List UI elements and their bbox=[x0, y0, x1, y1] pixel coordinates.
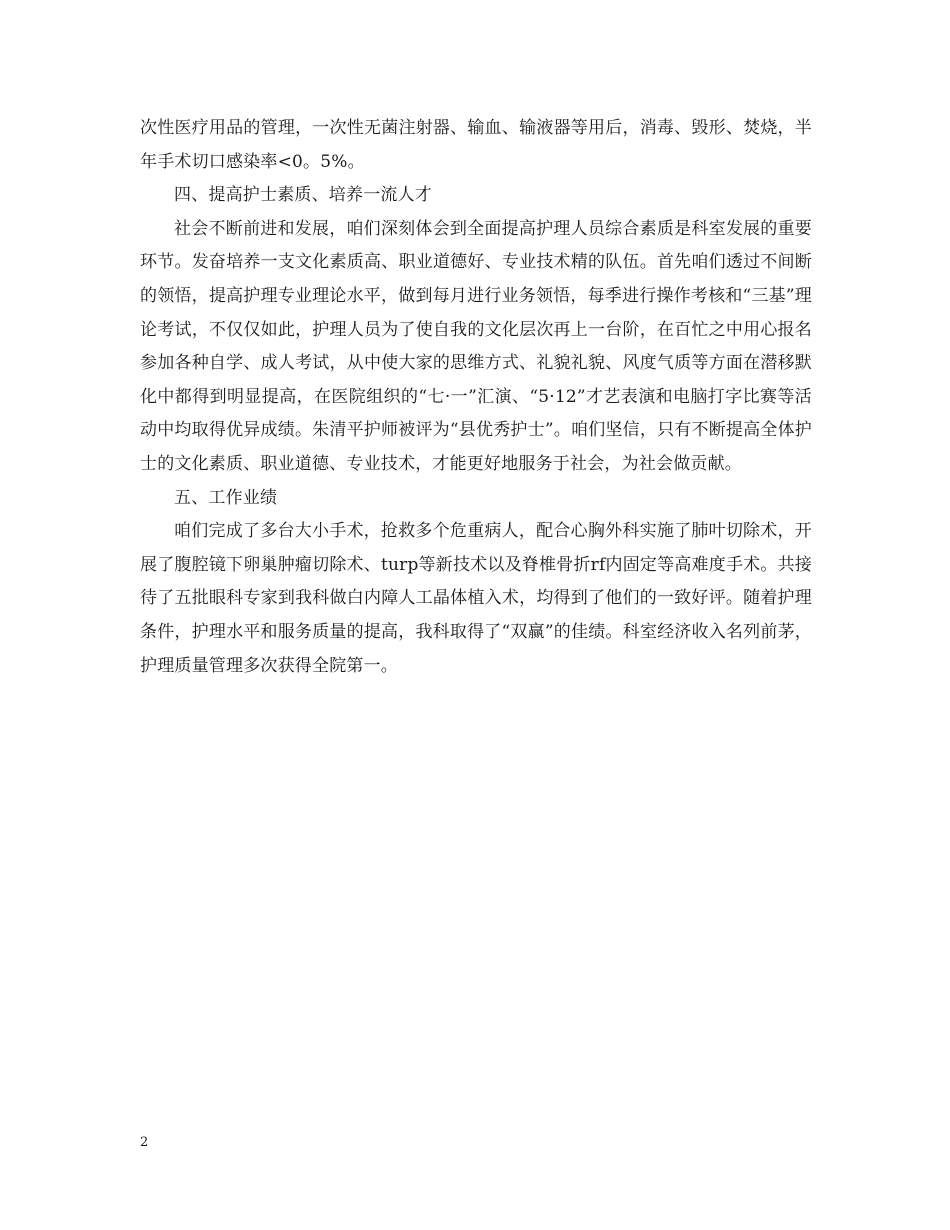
page-body bbox=[140, 112, 812, 683]
section-heading-four: 四、提高护士素质、培养一流人才 bbox=[174, 185, 432, 206]
paragraph-work-results: 咱们完成了多台大小手术，抢救多个危重病人，配合心胸外科实施了肺叶切除术，开展了腹腔镜下卵巢肿瘤切除术、turp等新技术以及脊椎骨折rf内固定等高难度手术。共接待了五批眼科专家到我科做白内障人工晶体植入术，均得到了他们的一致好评。随着护理条件，护理水平和服务质量的提高，我科取得了“双赢”的佳绩。科室经济收入名列前茅，护理质量管理多次获得全院第一。 bbox=[140, 521, 812, 676]
paragraph-nurse-quality: 社会不断前进和发展，咱们深刻体会到全面提高护理人员综合素质是科室发展的重要环节。发奋培养一支文化素质高、职业道德好、专业技术精的队伍。首先咱们透过不间断的领悟，提高护理专业理论水平，做到每月进行业务领悟，每季进行操作考核和“三基”理论考试，不仅仅如此，护理人员为了使自我的文化层次再上一台阶，在百忙之中用心报名参加各种自学、成人考试，从中使大家的思维方式、礼貌礼貌、风度气质等方面在潜移默化中都得到明显提高，在医院组织的“七·一”汇演、“5·12”才艺表演和电脑打字比赛等活动中均取得优异成绩。朱清平护师被评为“县优秀护士”。咱们坚信，只有不断提高全体护士的文化素质、职业道德、专业技术，才能更好地服务于社会，为社会做贡献。 bbox=[140, 218, 812, 474]
paragraph-continuation: 次性医疗用品的管理，一次性无菌注射器、输血、输液器等用后，消毒、毁形、焚烧，半年手术切口感染率<0。5%。 bbox=[140, 118, 812, 172]
section-heading-five: 五、工作业绩 bbox=[174, 487, 278, 508]
page-number: 2 bbox=[140, 1135, 149, 1150]
